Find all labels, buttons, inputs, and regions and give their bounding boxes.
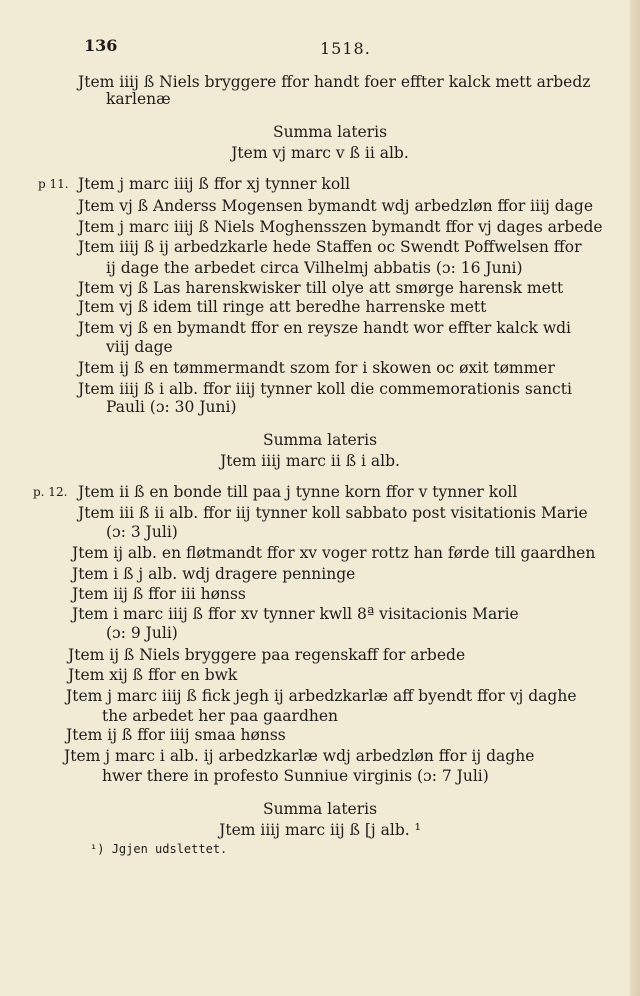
footnote xyxy=(90,842,227,856)
entry-line: Jtem iiij ß Niels bryggere ffor handt foer effter kalck mett arbedz xyxy=(78,73,591,91)
footnote-text: Jgjen udslettet. xyxy=(111,842,228,856)
entry-line: Jtem xij ß ffor en bwk xyxy=(68,666,238,684)
entry-line: Jtem vj ß Las harenskwisker till olye att smørge harensk mett xyxy=(78,279,564,297)
entry-line: Jtem vj ß en bymandt ffor en reysze handt wor effter kalck wdi xyxy=(78,319,571,337)
entry-line: Jtem iiij ß ij arbedzkarle hede Staffen oc Swendt Poffwelsen ffor xyxy=(78,238,582,256)
entry-line: the arbedet her paa gaardhen xyxy=(102,707,339,725)
entry-line: Jtem j marc iiij ß ffor xj tynner koll xyxy=(78,175,351,193)
entry-line: ij dage the arbedet circa Vilhelmj abbatis (ɔ: 16 Juni) xyxy=(106,259,523,277)
margin-page-ref: p 11. xyxy=(38,177,69,191)
footnote-marker: ¹) xyxy=(90,842,105,856)
summa-heading: Summa lateris xyxy=(262,431,378,449)
entry-line: hwer there in profesto Sunniue virginis (ɔ: 7 Juli) xyxy=(102,767,489,785)
entry-line: Jtem ij ß Niels bryggere paa regenskaff for arbede xyxy=(68,646,466,664)
entry-line: Jtem j marc iiij ß Niels Moghensszen bymandt ffor vj dages arbede xyxy=(78,218,603,236)
entry-line: (ɔ: 3 Juli) xyxy=(106,523,178,541)
entry-line: Jtem iij ß ffor iii hønss xyxy=(72,585,246,603)
entry-line: Jtem i ß j alb. wdj dragere penninge xyxy=(72,565,356,583)
entry-line: Jtem i marc iiij ß ffor xv tynner kwll 8ª visitacionis Marie xyxy=(72,605,519,623)
entry-line: Jtem j marc i alb. ij arbedzkarlæ wdj arbedzløn ffor ij daghe xyxy=(64,747,535,765)
page-number: 136 xyxy=(84,36,118,55)
entry-line: Jtem iii ß ii alb. ffor iij tynner koll sabbato post visitationis Marie xyxy=(78,504,588,522)
summa-heading: Summa lateris xyxy=(272,123,388,141)
entry-line: Jtem ii ß en bonde till paa j tynne korn ffor v tynner koll xyxy=(78,483,518,501)
entry-line: karlenæ xyxy=(106,90,171,108)
entry-line: Jtem vj ß idem till ringe att beredhe harrenske mett xyxy=(78,298,487,316)
summa-total: Jtem iiij marc ii ß i alb. xyxy=(220,452,400,470)
margin-page-ref: p. 12. xyxy=(33,485,68,499)
summa-heading: Summa lateris xyxy=(262,800,378,818)
entry-line: Jtem vj ß Anderss Mogensen bymandt wdj arbedzløn ffor iiij dage xyxy=(78,197,594,215)
entry-line: Jtem j marc iiij ß fick jegh ij arbedzkarlæ aff byendt ffor vj daghe xyxy=(66,687,577,705)
entry-line: Jtem ij alb. en fløtmandt ffor xv voger rottz han førde till gaardhen xyxy=(72,544,596,562)
entry-line: Jtem ij ß ffor iiij smaa hønss xyxy=(66,726,286,744)
entry-line: Pauli (ɔ: 30 Juni) xyxy=(106,398,237,416)
entry-line: viij dage xyxy=(106,338,173,356)
entry-line: (ɔ: 9 Juli) xyxy=(106,624,178,642)
summa-total: Jtem vj marc v ß ii alb. xyxy=(231,144,409,162)
summa-total: Jtem iiij marc iij ß [j alb. ¹ xyxy=(219,821,421,839)
page-edge xyxy=(630,0,640,996)
page-year-heading: 1518. xyxy=(320,39,371,58)
entry-line: Jtem iiij ß i alb. ffor iiij tynner koll die commemorationis sancti xyxy=(78,380,572,398)
entry-line: Jtem ij ß en tømmermandt szom for i skowen oc øxit tømmer xyxy=(78,359,555,377)
page-header xyxy=(0,36,640,60)
